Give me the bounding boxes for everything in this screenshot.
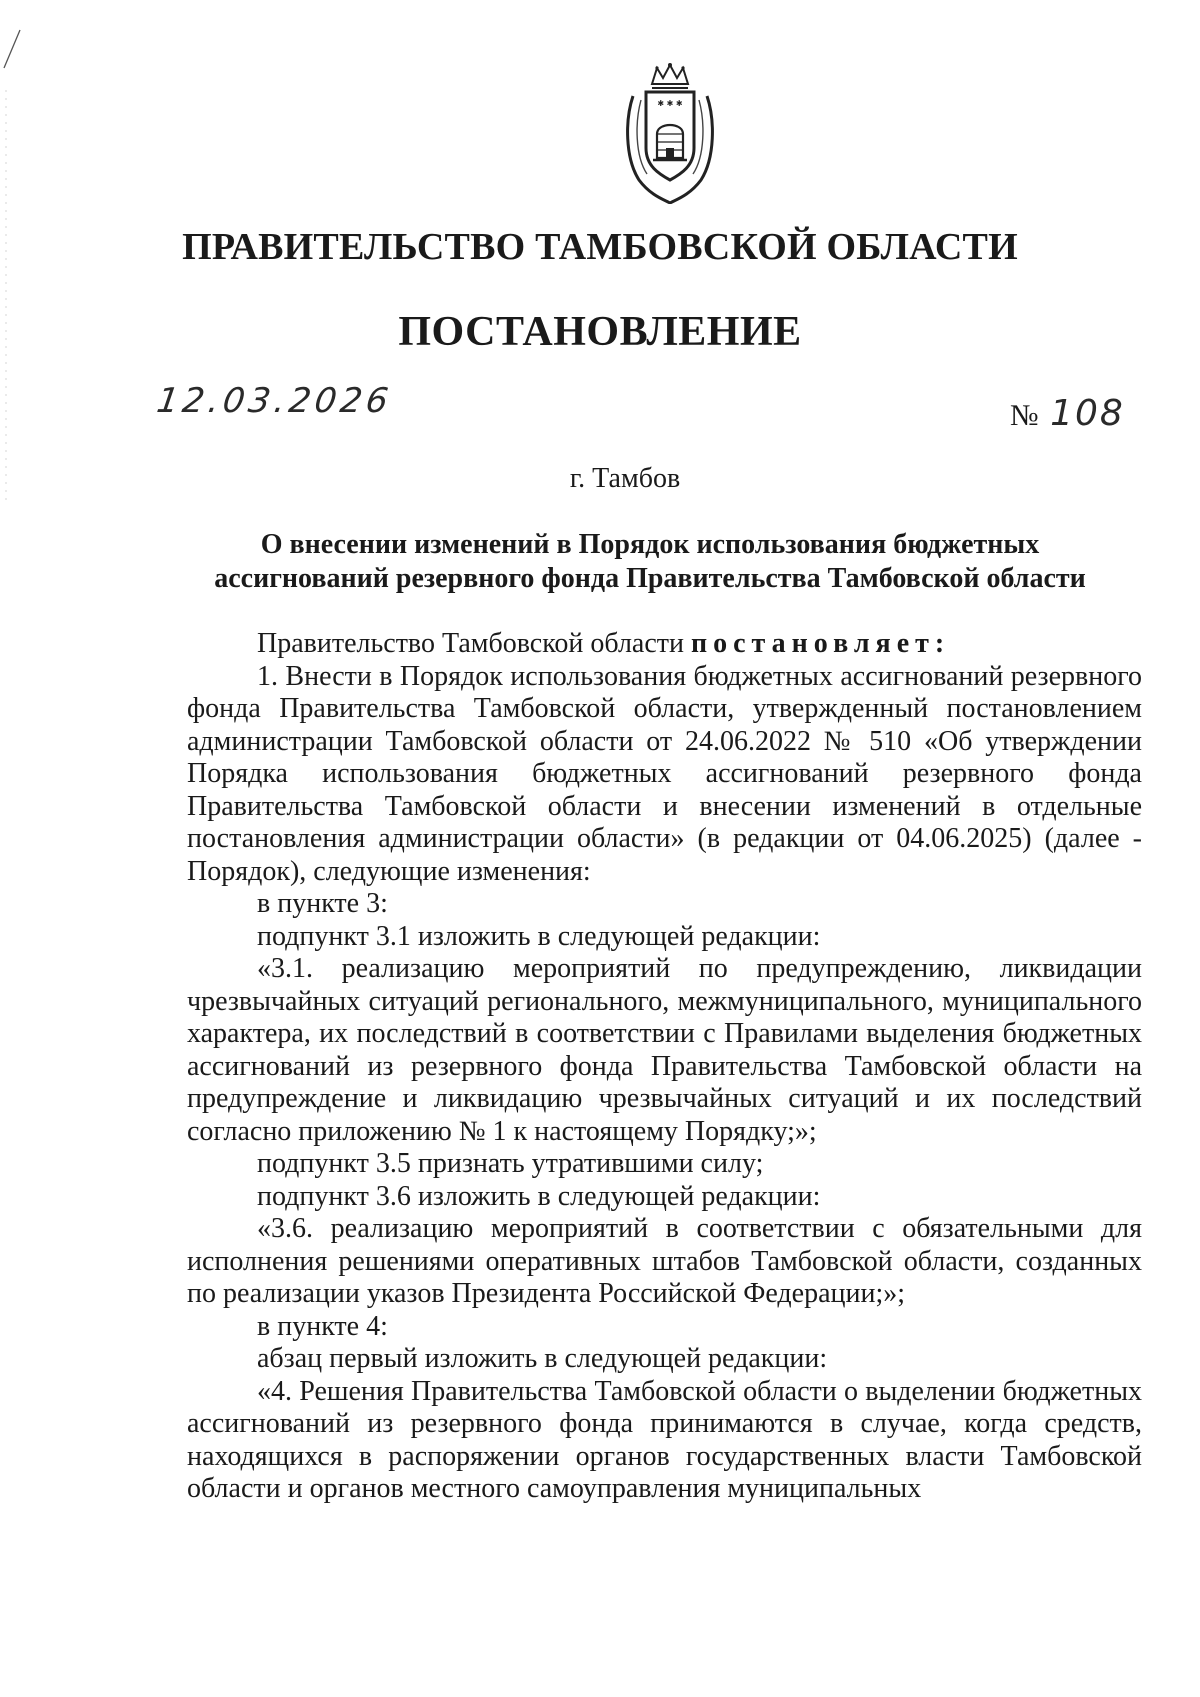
city: г. Тамбов bbox=[569, 463, 681, 494]
document-title bbox=[200, 528, 1100, 596]
intro-paragraph bbox=[187, 628, 1142, 661]
document-date: 12.03.2026 bbox=[154, 381, 395, 421]
document-body bbox=[187, 628, 1142, 1506]
paragraph: «3.6. реализацию мероприятий в соответствии с обязательными для исполнения решениями оперативных штабов Тамбовской области, созданных по реализации указов Президента Российской Федерации;»; bbox=[187, 1213, 1142, 1309]
intro-text: Правительство Тамбовской области bbox=[257, 628, 691, 659]
organization-name: ПРАВИТЕЛЬСТВО ТАМБОВСКОЙ ОБЛАСТИ bbox=[182, 226, 1018, 268]
document-type: ПОСТАНОВЛЕНИЕ bbox=[398, 309, 802, 355]
paragraph: «3.1. реализацию мероприятий по предупреждению, ликвидации чрезвычайных ситуаций регионального, межмуниципального, муниципального характера, их последствий в соответствии с Правилами выделения бюджетных ассигнований из резервного фонда Правительства Тамбовской области на предупреждение и ликвидацию чрезвычайных ситуаций и их последствий согласно приложению № 1 к настоящему Порядку;»; bbox=[187, 953, 1142, 1147]
number-value: 108 bbox=[1050, 393, 1125, 434]
paragraph: абзац первый изложить в следующей редакции: bbox=[257, 1343, 828, 1374]
paragraph: в пункте 4: bbox=[257, 1310, 388, 1342]
paragraph: в пункте 3: bbox=[257, 888, 388, 919]
document-number bbox=[1010, 393, 1125, 434]
decree-verb: постановляет: bbox=[691, 628, 951, 659]
tambov-coat-of-arms-icon bbox=[619, 62, 721, 204]
title-line: О внесении изменений в Порядок использования бюджетных bbox=[260, 529, 1040, 560]
number-label: № bbox=[1010, 399, 1039, 432]
paragraph: 1. Внести в Порядок использования бюджетных ассигнований резервного фонда Правительства Тамбовской области, утвержденный постановлением администрации Тамбовской области от 24.06.2022 № 510 «Об утверждении Порядка использования бюджетных ассигнований резервного фонда Правительства Тамбовской области и внесении изменений в отдельные постановления администрации области» (в редакции от 04.06.2025) (далее - Порядок), следующие изменения: bbox=[187, 660, 1142, 887]
paragraph: подпункт 3.6 изложить в следующей редакции: bbox=[257, 1180, 821, 1212]
title-line: ассигнований резервного фонда Правительства Тамбовской области bbox=[214, 563, 1086, 594]
svg-text:✱ ✱ ✱: ✱ ✱ ✱ bbox=[657, 99, 683, 108]
paragraph: «4. Решения Правительства Тамбовской области о выделении бюджетных ассигнований из резервного фонда принимаются в случае, когда средств, находящихся в распоряжении органов государственных власти Тамбовской области и органов местного самоуправления муниципальных bbox=[187, 1375, 1142, 1504]
paragraph: подпункт 3.1 изложить в следующей редакции: bbox=[257, 920, 821, 952]
paragraph: подпункт 3.5 признать утратившими силу; bbox=[257, 1148, 764, 1179]
